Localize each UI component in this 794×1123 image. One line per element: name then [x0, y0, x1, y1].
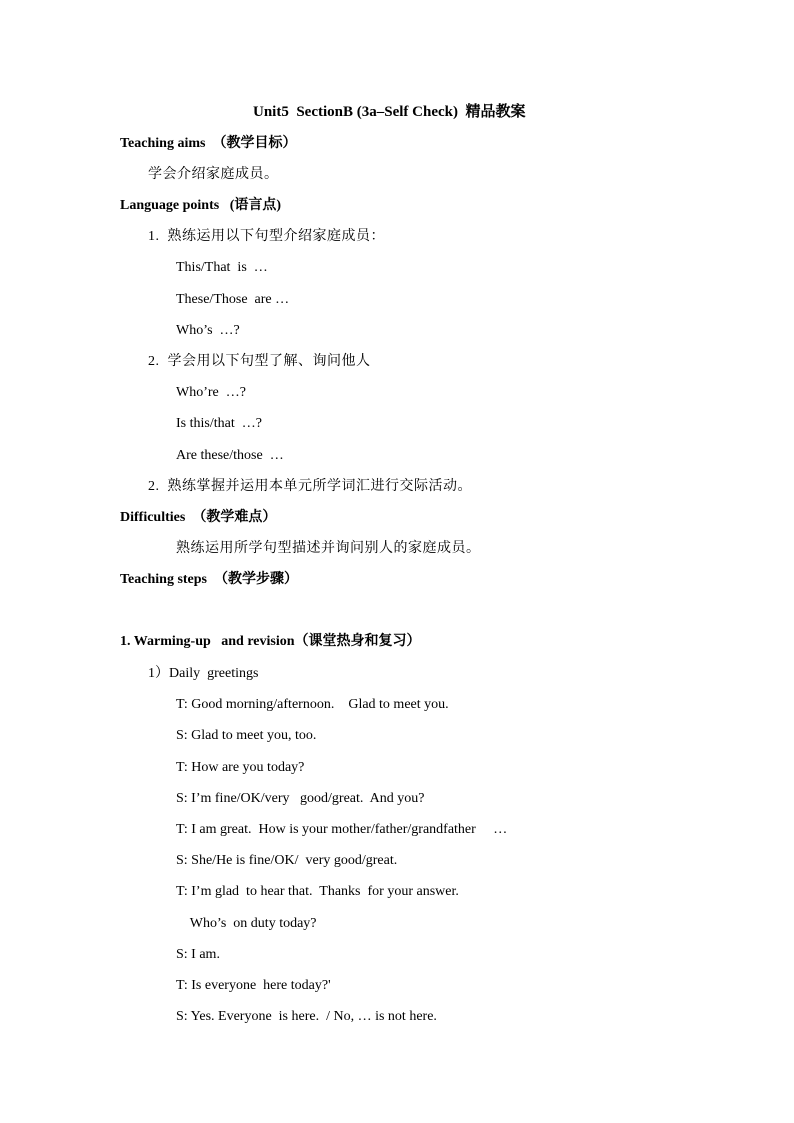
sentence-pattern: Is this/that …? — [176, 416, 262, 431]
sentence-pattern: These/Those are … — [176, 292, 290, 307]
dialogue-line: S: She/He is fine/OK/ very good/great. — [176, 853, 398, 868]
teaching-aims-heading: Teaching aims （教学目标） — [120, 136, 297, 151]
sentence-pattern: Who’s …? — [176, 323, 240, 338]
warmup-heading: 1. Warming-up and revision（课堂热身和复习） — [120, 634, 421, 649]
dialogue-line: S: Yes. Everyone is here. / No, … is not here. — [176, 1009, 437, 1024]
difficulties-heading: Difficulties （教学难点） — [120, 510, 277, 525]
dialogue-line: S: Glad to meet you, too. — [176, 728, 317, 743]
teaching-steps-heading: Teaching steps （教学步骤） — [120, 572, 299, 587]
dialogue-line: S: I am. — [176, 947, 220, 962]
language-point-3: 2. 熟练掌握并运用本单元所学词汇进行交际活动。 — [148, 479, 472, 494]
difficulties-text: 熟练运用所学句型描述并询问别人的家庭成员。 — [176, 541, 481, 556]
language-point-1: 1. 熟练运用以下句型介绍家庭成员： — [148, 229, 385, 244]
sentence-pattern: Are these/those … — [176, 448, 284, 463]
page-title: Unit5 SectionB (3a–Self Check) 精品教案 — [253, 104, 526, 120]
language-point-2: 2. 学会用以下句型了解、询问他人 — [148, 354, 371, 369]
dialogue-line: T: I’m glad to hear that. Thanks for your answer. — [176, 884, 459, 899]
dialogue-line: T: Is everyone here today?' — [176, 978, 331, 993]
sentence-pattern: Who’re …? — [176, 385, 246, 400]
language-points-heading: Language points (语言点) — [120, 198, 282, 213]
dialogue-line: Who’s on duty today? — [176, 916, 317, 931]
dialogue-line: S: I’m fine/OK/very good/great. And you? — [176, 791, 425, 806]
daily-greetings-subheading: 1）Daily greetings — [148, 666, 259, 681]
sentence-pattern: This/That is … — [176, 260, 268, 275]
teaching-aims-text: 学会介绍家庭成员。 — [148, 167, 279, 182]
dialogue-line: T: Good morning/afternoon. Glad to meet you. — [176, 697, 449, 712]
dialogue-line: T: How are you today? — [176, 760, 305, 775]
dialogue-line: T: I am great. How is your mother/father/grandfather … — [176, 822, 508, 837]
